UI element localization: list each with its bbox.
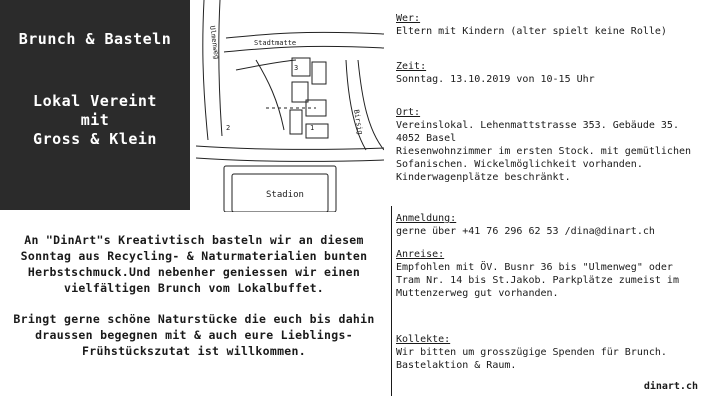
map-marker-1: 1 [310, 124, 315, 132]
title-line-1: Brunch & Basteln [18, 30, 172, 48]
footer-website: dinart.ch [643, 381, 698, 392]
section-ort [396, 106, 702, 184]
title-line-4: Gross & Klein [33, 130, 157, 148]
map-marker-3: 3 [294, 64, 299, 72]
subtitle-block [0, 92, 190, 149]
section-wer [396, 12, 702, 38]
map-label-stadion: Stadion [266, 190, 304, 200]
wer-label: Wer: [396, 13, 421, 24]
anmeldung-label: Anmeldung: [396, 213, 457, 224]
section-anreise [396, 248, 702, 300]
title-line-3: mit [80, 111, 110, 129]
anmeldung-text: gerne über +41 76 296 62 53 /dina@dinart.ch [396, 226, 655, 237]
description-paragraph-2: Bringt gerne schöne Naturstücke die euch bis dahin draussen begegnen mit & auch eure Lieblings-Frühstückszutat ist willkommen. [13, 312, 375, 358]
title-line-2: Lokal Vereint [33, 92, 157, 110]
wer-text: Eltern mit Kindern (alter spielt keine Rolle) [396, 26, 667, 37]
kollekte-text: Wir bitten um grosszügige Spenden für Brunch. Bastelaktion & Raum. [396, 347, 667, 371]
description-paragraph-1: An "DinArt"s Kreativtisch basteln wir an diesem Sonntag aus Recycling- & Naturmaterialien bunten Herbstschmuck.Und nebenher geniessen wir einen vielfältigen Brunch vom Lokalbuffet. [20, 233, 368, 295]
ort-text-2: Riesenwohnzimmer im ersten Stock. mit gemütlichen Sofanischen. Wickelmöglichkeit vorhanden. Kinderwagenplätze beschränkt. [396, 146, 692, 183]
map-marker-2: 2 [226, 124, 231, 132]
title-box [0, 0, 190, 210]
section-anmeldung [396, 212, 702, 238]
divider [391, 206, 392, 396]
map-label-street-left: Ulmenweg [208, 25, 221, 60]
zeit-text: Sonntag. 13.10.2019 von 10-15 Uhr [396, 74, 595, 85]
anreise-text: Empfohlen mit ÖV. Busnr 36 bis "Ulmenweg" oder Tram Nr. 14 bis St.Jakob. Parkplätze zumeist im Muttenzerweg gut vorhanden. [396, 262, 679, 299]
kollekte-label: Kollekte: [396, 334, 451, 345]
description [10, 232, 378, 374]
anreise-label: Anreise: [396, 249, 445, 260]
ort-label: Ort: [396, 107, 421, 118]
map-label-street-right: Birsig [352, 108, 365, 136]
section-zeit [396, 60, 702, 86]
ort-text: Vereinslokal. Lehenmattstrasse 353. Gebäude 35. 4052 Basel [396, 120, 679, 144]
location-map [196, 0, 384, 212]
section-kollekte [396, 333, 702, 372]
map-label-street-top: Stadtmatte [254, 39, 297, 47]
zeit-label: Zeit: [396, 61, 427, 72]
